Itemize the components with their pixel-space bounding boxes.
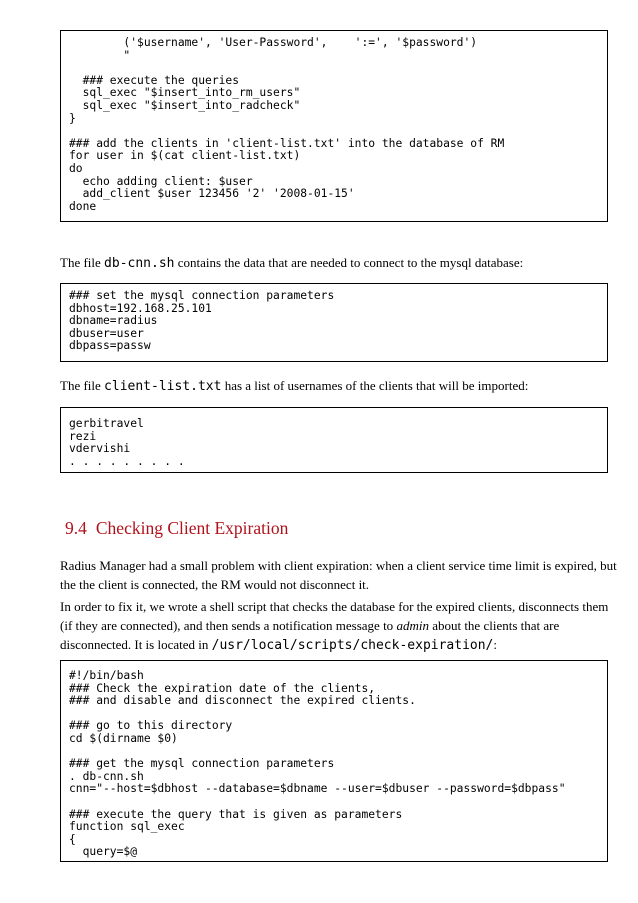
paragraph-text: about the clients that are disconnected. It is located in xyxy=(60,618,560,652)
paragraph-text: In order to fix it, we wrote a shell script that checks the database for the expired clients, disconnects them (if they are connected), and then sends a notification message to xyxy=(60,599,609,633)
paragraph-text: contains the data that are needed to connect to the mysql database: xyxy=(174,255,524,270)
paragraph-text: The file xyxy=(60,255,105,270)
paragraph-db-cnn xyxy=(60,253,620,273)
code-block-check-expiration: #!/bin/bash ### Check the expiration date of the clients, ### and disable and disconnect the expired clients. ### go to this directory cd $(dirname $0) ### get the mysql connection parameters . db-cnn.sh cnn="--host=$dbhost --database=$dbname --user=$dbuser --password=$dbpass" ### execute the query that is given as parameters function sql_exec { query=$@ xyxy=(60,660,608,862)
paragraph-text: The file xyxy=(60,378,105,393)
inline-code-filename: client-list.txt xyxy=(104,379,222,394)
paragraph-text: has a list of usernames of the clients that will be imported: xyxy=(221,378,529,393)
section-number: 9.4 xyxy=(65,518,87,538)
paragraph-expiration-problem: Radius Manager had a small problem with client expiration: when a client service time limit is expired, but the the client is connected, the RM would not disconnect it. xyxy=(60,558,617,592)
paragraph-fix-description xyxy=(60,597,620,655)
code-block-db-cnn: ### set the mysql connection parameters dbhost=192.168.25.101 dbname=radius dbuser=user dbpass=passw xyxy=(60,283,608,362)
code-block-client-list: gerbitravel rezi vdervishi . . . . . . . . . xyxy=(60,407,608,473)
code-block-add-clients: ('$username', 'User-Password', ':=', '$password') " ### execute the queries sql_exec "$insert_into_rm_users" sql_exec "$insert_into_radcheck" } ### add the clients in 'client-list.txt' into the database of RM for user in $(cat client-list.txt) do echo adding client: $user add_client $user 123456 '2' '2008-01-15' done xyxy=(60,30,608,222)
section-heading xyxy=(65,518,288,539)
inline-code-filename: db-cnn.sh xyxy=(104,256,175,271)
inline-code-path: /usr/local/scripts/check-expiration/ xyxy=(211,638,494,653)
paragraph-client-list xyxy=(60,376,620,396)
section-title: Checking Client Expiration xyxy=(95,518,289,538)
emphasis-admin: admin xyxy=(396,618,429,633)
paragraph-text: : xyxy=(493,637,498,652)
